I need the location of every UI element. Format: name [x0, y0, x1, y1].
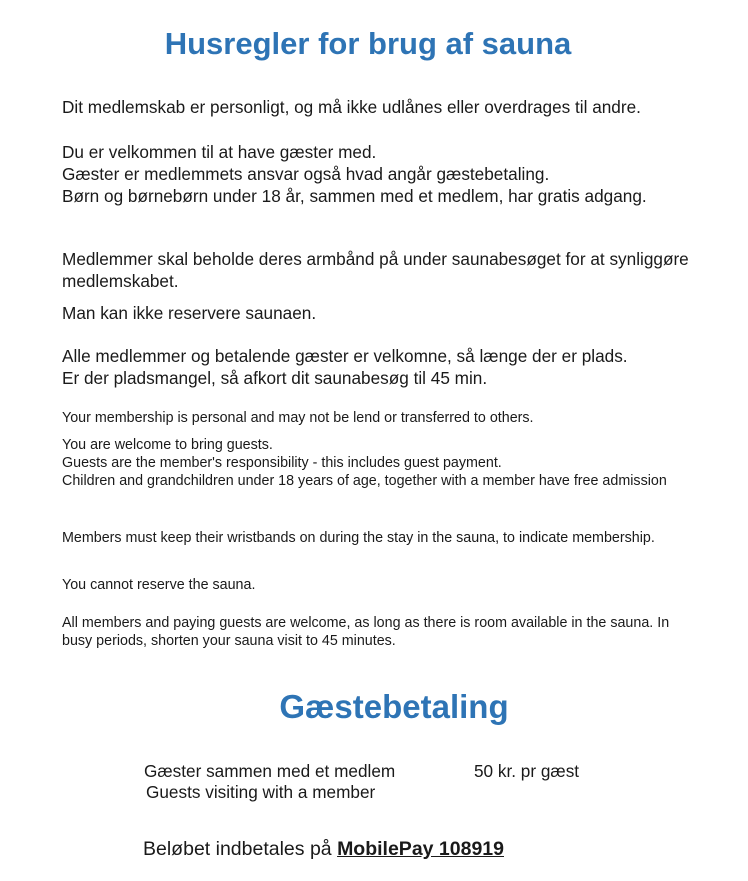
- english-wristband-rule: Members must keep their wristbands on during the stay in the sauna, to indicate membership.: [62, 530, 655, 546]
- danish-guests-welcome: Du er velkommen til at have gæster med.: [62, 142, 377, 162]
- danish-wristband-rule: Medlemmer skal beholde deres armbånd på under saunabesøget for at synliggøre medlemskabet.: [62, 249, 689, 291]
- danish-capacity-limit: Er der pladsmangel, så afkort dit saunabesøg til 45 min.: [62, 368, 488, 388]
- danish-personal-membership-text: Dit medlemskab er personligt, og må ikke udlånes eller overdrages til andre.: [62, 97, 641, 117]
- danish-capacity-paragraph: [62, 345, 702, 389]
- guest-fee-label-english: Guests visiting with a member: [146, 782, 376, 802]
- danish-guests-responsibility: Gæster er medlemmets ansvar også hvad angår gæstebetaling.: [62, 164, 550, 184]
- english-guests-paragraph: [62, 436, 702, 490]
- danish-personal-membership: [62, 96, 702, 118]
- english-capacity-rule: All members and paying guests are welcome, as long as there is room available in the sauna. In busy periods, shorten your sauna visit to 45 minutes.: [62, 615, 670, 649]
- payment-text: Beløbet indbetales på: [143, 838, 332, 860]
- english-guests-responsibility: Guests are the member's responsibility - this includes guest payment.: [62, 455, 502, 471]
- guest-fee-title: Gæstebetaling: [279, 688, 509, 725]
- danish-capacity-welcome: Alle medlemmer og betalende gæster er velkomne, så længe der er plads.: [62, 346, 628, 366]
- danish-no-reservation: Man kan ikke reservere saunaen.: [62, 303, 317, 323]
- danish-guests-paragraph: [62, 141, 702, 207]
- danish-children-free: Børn og børnebørn under 18 år, sammen med et medlem, har gratis adgang.: [62, 186, 647, 206]
- english-children-free: Children and grandchildren under 18 years of age, together with a member have free admission: [62, 473, 667, 489]
- english-no-reservation: You cannot reserve the sauna.: [62, 577, 256, 593]
- page-title: Husregler for brug af sauna: [164, 26, 572, 61]
- payment-line: [143, 837, 504, 861]
- mobilepay-number: MobilePay 108919: [337, 838, 504, 860]
- guest-fee-price: 50 kr. pr gæst: [474, 761, 580, 781]
- guest-fee-label-danish: Gæster sammen med et medlem: [144, 761, 396, 781]
- english-guests-welcome: You are welcome to bring guests.: [62, 437, 273, 453]
- english-personal-membership: Your membership is personal and may not be lend or transferred to others.: [62, 410, 534, 426]
